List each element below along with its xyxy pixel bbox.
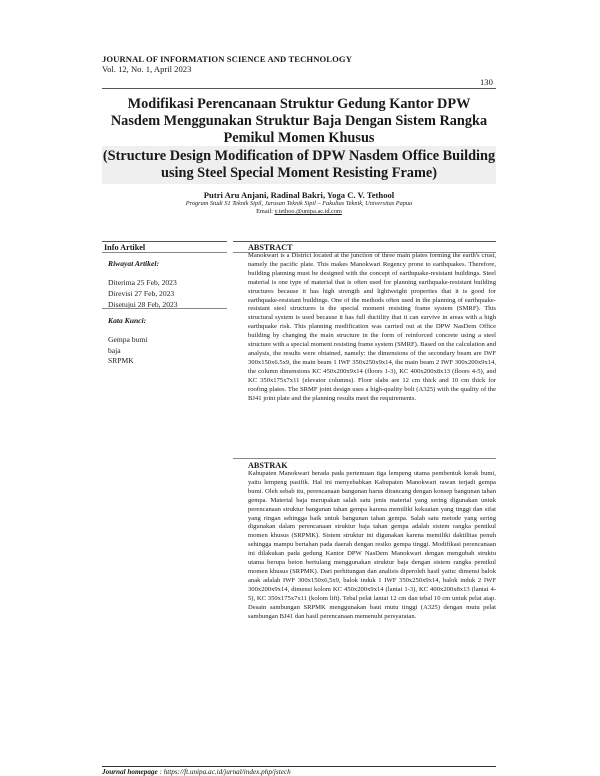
abstract-indonesian-text: Kabupaten Manokwari berada pada pertemuan tiga lempeng utama pembentuk kerak bumi, yaitu lempeng pasifik. Hal ini menyebabkan Kabupaten Manokwari rawan terjadi gempa bumi. Oleh sebab itu, perencanaan bangunan harus dirancang dengan konsep bangunan tahan gempa. Material baja merupakan salah satu jenis material yang sering digunakan untuk perencanaan struktur bangunan tahan gempa karena memiliki kekuatan yang tinggi dan sifat yang ringan sehingga baik untuk bangunan tahan gempa. Salah satu metode yang sering digunakan dalam perencanaan struktur baja tahan gempa adalah sistem rangka pemikul momen khusus (SRPMK). Sistem struktur ini digunakan karena memiliki daktilitas penuh sehingga mampu bertahan pada daerah dengan resiko gempa tinggi. Modifikasi perencanaan ini dilakukan pada gedung Kantor DPW NasDem Manokwari dengan mengubah struktu utama berupa beton bertulang menggunakan struktur baja dengan sistem rangka pemikul momen khusus (SRPMK). Dari perhitungan dan analisis diperoleh hasil yaitu: dimensi balok anak adalah IWF 300x150x6,5x9, balok induk 1 IWF 350x250x9x14, balok induk 2 IWF 300x200x9x14, dimensi kolom KC 450x200x9x14 (lantai 1-3), KC 400x200x8x13 (lantai 4-5), KC 350x175x7x11 (kolom lift). Tebal pelat lantai 12 cm dan tebal 10 cm untuk pelat atap. Desain sambungan SRPMK menggunakan baut mutu tinggi (A325) dengan mutu pelat sambungan BJ41 dan hasil perencanaan memenuhi persyaratan. [248, 470, 496, 620]
abstract-indonesian-heading: ABSTRAK [248, 461, 288, 470]
email-line [102, 208, 496, 215]
history-revised: Direvisi 27 Feb, 2023 [108, 289, 175, 298]
history-divider [102, 308, 227, 309]
keyword-item: Gempa bumi [108, 335, 148, 344]
abstract-separator [233, 458, 496, 459]
info-heading-divider [102, 252, 227, 253]
journal-name: JOURNAL OF INFORMATION SCIENCE AND TECHNOLOGY [102, 54, 353, 64]
article-history-heading: Riwayat Artikel: [108, 259, 159, 268]
homepage-label: Journal homepage [102, 768, 158, 776]
keyword-item: baja [108, 345, 121, 355]
homepage-link[interactable]: : https://ft.unipa.ac.id/jurnal/index.php/jstech [159, 768, 291, 776]
abstract-english-text: Manokwari is a District located at the junction of three main plates forming the earth's crust, namely the pacific plate. This makes Manokwari Regency prone to earthquakes. Therefore, building planning must be designed with the concept of earthquake-resistant buildings. Steel material is one type of material that is often used for planning earthquake-resistant building structures because it has high strength and lightweight properties that it is good for earthquake-resistant buildings. One of the methods often used in the planning of earthquake-resistant steel structures is the special moment resisting frame system (SMRF). This structural system is used because it has full ductility that it can survive in areas with a high earthquake risk. This planning modification was carried out at the DPW NasDem Office building by changing the main structure in the form of reinforced concrete using a steel structure with a special moment resisting frame system (SMRF). Based on the calculation and analysis, the results were obtained, namely: the dimensions of the secondary beam are IWF 300x150x6.5x9, the main beam 1 IWF 350x250x9x14, the main beam 2 IWF 300x200x9x14, the column dimensions KC 450x200x9x14 (floors 1-3), KC 400x200x8x13 (floors 4-5), and KC 350x175x7x11 (elevator columns). Floor slabs are 12 cm thick and 10 cm thick for roofing plates. The SRMF joint design uses a high-quality bolt (A325) with the quality of the BJ41 joint plate and the planning results meet the requirements. [248, 252, 496, 402]
header-divider [102, 88, 496, 89]
page-number: 130 [480, 77, 493, 87]
journal-volume: Vol. 12, No. 1, April 2023 [102, 64, 192, 74]
keyword-item: SRPMK [108, 356, 134, 365]
email-label: Email: [256, 208, 273, 215]
keywords-list [108, 335, 147, 367]
email-link[interactable]: y.tethoo.@unipa.ac.id.com [274, 208, 342, 215]
title-indonesian: Modifikasi Perencanaan Struktur Gedung Kantor DPW Nasdem Menggunakan Struktur Baja Dengan Sistem Rangka Pemikul Momen Khusus [110, 96, 488, 147]
footer-divider [102, 766, 496, 767]
affiliation: Program Studi S1 Teknik Sipil, Jurusan Teknik Sipil – Fakultas Teknik, Universitas Papua [185, 200, 413, 207]
history-accepted: Disetujui 28 Feb, 2023 [108, 300, 178, 309]
footer [102, 768, 291, 776]
info-top-divider [102, 241, 227, 242]
article-history-list [108, 277, 178, 310]
keywords-heading: Kata Kunci: [108, 316, 147, 325]
history-received: Diterima 25 Feb, 2023 [108, 278, 177, 287]
abstract-top-divider [233, 241, 496, 242]
abstract-english-heading: ABSTRACT [248, 243, 293, 252]
authors: Putri Aru Anjani, Radinal Bakri, Yoga C. V. Tethool [203, 190, 395, 200]
article-info-heading: Info Artikel [104, 243, 146, 252]
title-english: (Structure Design Modification of DPW Nasdem Office Building using Steel Special Moment Resisting Frame) [102, 148, 496, 182]
